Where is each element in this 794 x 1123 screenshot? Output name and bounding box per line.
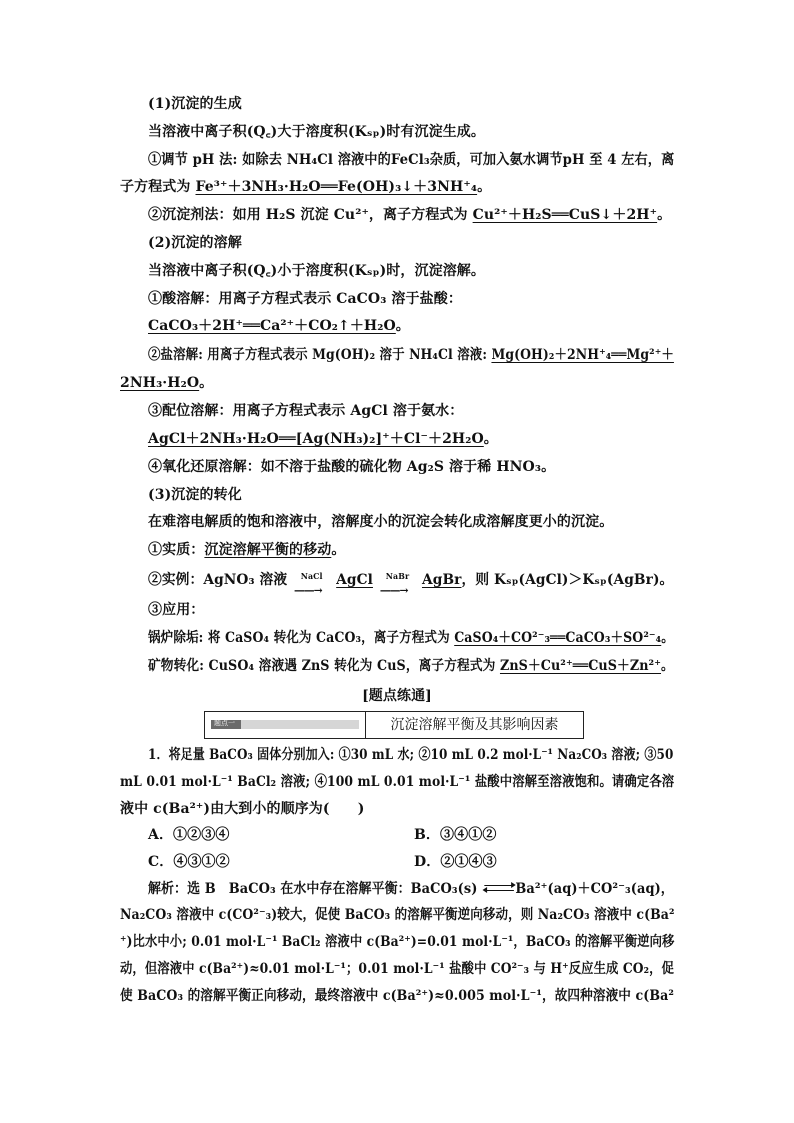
question-line-1: 1．将足量 BaCO₃ 固体分别加入: ①30 mL 水; ②10 mL 0.2 mol·L⁻¹ Na₂CO₃ 溶液; ③50 [148,747,674,763]
paragraph-conversion-rule: 在难溶电解质的饱和溶液中，溶解度小的沉淀会转化成溶解度更小的沉淀。 [148,514,614,530]
question-line-2: mL 0.01 mol·L⁻¹ BaCl₂ 溶液; ④100 mL 0.01 mol·L⁻¹ 盐酸中溶解至溶液饱和。请确定各溶 [120,774,675,790]
equation-mgoh2-part2: 2NH₃·H₂O [120,375,200,391]
option-a: A．①②③④ [148,827,230,843]
paragraph-ph-method: ①调节 pH 法: 如除去 NH₄Cl 溶液中的FeCl₃杂质，可加入氨水调节pH 至 4 左右，离 [148,152,675,168]
paragraph-precipitant-method [148,205,671,225]
reagent-nacl: NaCl [300,571,323,581]
text-suffix: 。 [199,375,214,391]
product-agcl: AgCl [336,572,373,588]
heading-precipitate-dissolution: (2)沉淀的溶解 [148,235,242,251]
analysis-line-4: 动，但溶液中 c(Ba²⁺)≈0.01 mol·L⁻¹；0.01 mol·L⁻¹ 盐酸中 CO²⁻₃ 与 H⁺反应生成 CO₂，促 [120,961,675,977]
text-suffix: 。 [483,431,498,447]
analysis-line-3: ⁺)比水中小; 0.01 mol·L⁻¹ BaCl₂ 溶液中 c(Ba²⁺)=0.01 mol·L⁻¹，BaCO₃ 的溶解平衡逆向移 [120,934,675,950]
product-agbr: AgBr [421,572,462,588]
paragraph-salt-dissolution [148,345,674,365]
paragraph-conversion-essence [148,540,345,560]
option-b: B．③④①② [414,827,497,843]
text-prefix: ②盐溶解: 用离子方程式表示 Mg(OH)₂ 溶于 NH₄Cl 溶液: [148,347,492,363]
equation-zns-cu: ZnS＋Cu²⁺══CuS＋Zn²⁺ [499,658,662,674]
answer-essence: 沉淀溶解平衡的移动 [204,542,332,558]
equation-line-caco3 [148,316,410,336]
equation-caco3-hcl: CaCO₃＋2H⁺══Ca²⁺＋CO₂↑＋H₂O [148,318,396,334]
topic-tag-label: 题点一 [214,719,235,727]
text-prefix: 锅炉除垢: 将 CaSO₄ 转化为 CaCO₃，离子方程式为 [148,630,455,646]
reaction-arrow-nabr: NaBr ——→ [378,570,417,590]
question-line-3: 液中 c(Ba²⁺)由大到小的顺序为( ) [120,801,365,817]
paragraph-ph-method-equation [120,177,491,197]
text-suffix: 。 [661,658,674,674]
text-suffix: 。 [331,542,346,558]
paragraph-redox-dissolution: ④氧化还原溶解：如不溶于盐酸的硫化物 Ag₂S 溶于稀 HNO₃。 [148,459,556,475]
analysis-prefix: 解析：选 B BaCO₃ 在水中存在溶解平衡：BaCO₃(s) [148,881,483,897]
equation-line-agcl [148,429,498,449]
text-prefix: ②实例：AgNO₃ 溶液 [148,572,293,588]
text-prefix: ②沉淀剂法：如用 H₂S 沉淀 Cu²⁺，离子方程式为 [148,207,473,223]
reaction-arrow-nacl: NaCl ——→ [292,570,331,590]
equation-mgoh2-part1: Mg(OH)₂＋2NH⁺₄══Mg²⁺＋ [491,347,674,363]
text-suffix: 。 [661,630,674,646]
paragraph-applications: ③应用： [148,602,205,618]
paragraph-mineral-conversion [148,656,674,676]
text-prefix: ①实质： [148,542,205,558]
heading-precipitate-formation: (1)沉淀的生成 [148,96,242,112]
analysis-line-2: Na₂CO₃ 溶液中 c(CO²⁻₃)较大，促使 BaCO₃ 的溶解平衡逆向移动，则 Na₂CO₃ 溶液中 c(Ba² [120,907,675,923]
text-prefix: 子方程式为 [120,179,196,195]
analysis-line-1 [148,879,674,899]
topic-title: 沉淀溶解平衡及其影响因素 [390,717,559,733]
text-suffix: 。 [477,179,492,195]
topic-bar [204,711,584,739]
reagent-nabr: NaBr [385,571,410,581]
paragraph-boiler-descaling [148,628,674,648]
text-suffix: 。 [395,318,410,334]
topic-tag-box [205,712,366,738]
equation-caso4-co3: CaSO₄＋CO²⁻₃══CaCO₃＋SO²⁻₄ [454,630,662,646]
paragraph-acid-dissolution: ①酸溶解：用离子方程式表示 CaCO₃ 溶于盐酸： [148,291,462,307]
option-c: C．④③①② [148,854,230,870]
paragraph-dissolution-condition: 当溶液中离子积(Q꜀)小于溶度积(Kₛₚ)时，沉淀溶解。 [148,263,486,279]
paragraph-conversion-example [148,570,674,597]
paragraph-coordination-dissolution: ③配位溶解：用离子方程式表示 AgCl 溶于氨水： [148,403,464,419]
paragraph-formation-condition: 当溶液中离子积(Q꜀)大于溶度积(Kₛₚ)时有沉淀生成。 [148,124,486,140]
equation-fe-nh3: Fe³⁺＋3NH₃·H₂O══Fe(OH)₃↓＋3NH⁺₄ [195,179,478,195]
analysis-equilibrium-products: Ba²⁺(aq)＋CO²⁻₃(aq)， [515,881,674,897]
text-suffix: ，则 Kₛₚ(AgCl)＞Kₛₚ(AgBr)。 [461,572,674,588]
option-d: D．②①④③ [414,854,497,870]
text-suffix: 。 [657,207,672,223]
text-prefix: 矿物转化: CuSO₄ 溶液遇 ZnS 转化为 CuS，离子方程式为 [148,658,500,674]
equilibrium-arrow-icon [482,882,515,896]
analysis-line-5: 使 BaCO₃ 的溶解平衡正向移动，最终溶液中 c(Ba²⁺)≈0.005 mol·L⁻¹，故四种溶液中 c(Ba² [120,988,675,1004]
equation-cu-h2s: Cu²⁺＋H₂S══CuS↓＋2H⁺ [472,207,658,223]
equation-agcl-nh3: AgCl＋2NH₃·H₂O══[Ag(NH₃)₂]⁺＋Cl⁻＋2H₂O [148,431,484,447]
paragraph-salt-dissolution-cont [120,373,213,393]
section-title-practice: [题点练通] [362,688,432,704]
heading-precipitate-conversion: (3)沉淀的转化 [148,487,242,503]
